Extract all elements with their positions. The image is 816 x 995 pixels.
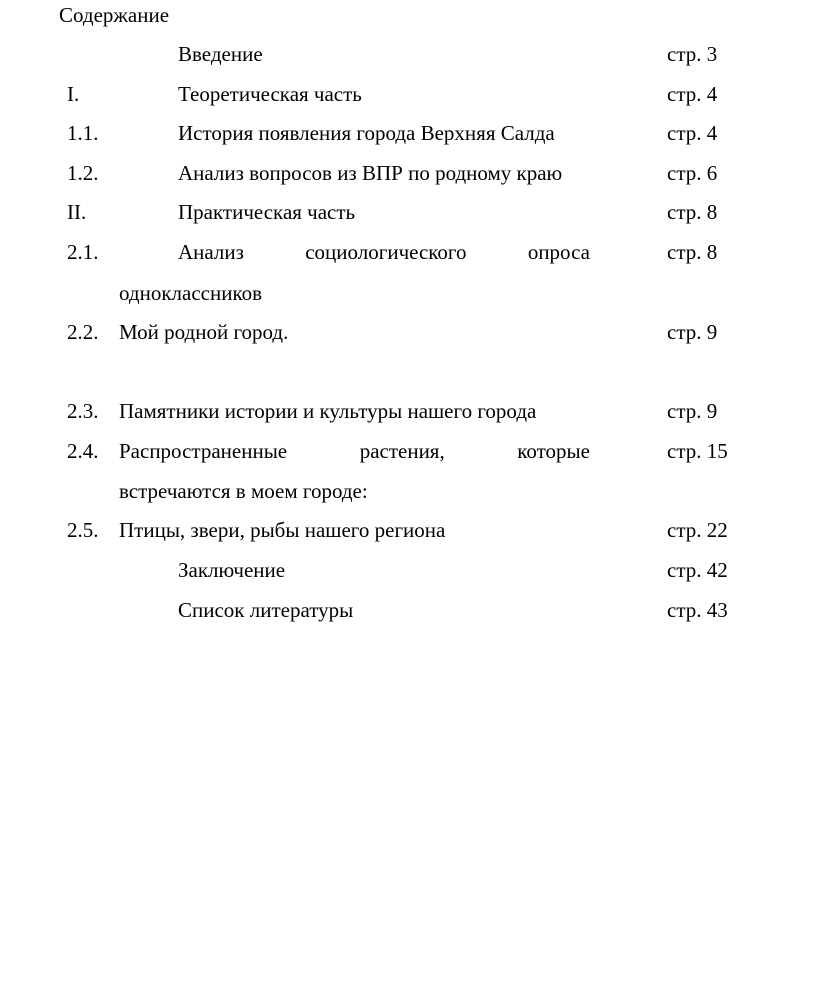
toc-section-2-2-number: 2.2. <box>67 320 99 344</box>
toc-section-2-5-title: Птицы, звери, рыбы нашего региона <box>119 518 446 542</box>
toc-section-1-1-title: История появления города Верхняя Салда <box>178 121 555 145</box>
toc-section-2-3-title: Памятники истории и культуры нашего города <box>119 399 537 423</box>
toc-section-1-page: стр. 4 <box>667 82 718 106</box>
toc-section-1-1-page: стр. 4 <box>667 121 718 145</box>
toc-section-2-page: стр. 8 <box>667 200 718 224</box>
toc-section-2-1-word: опроса <box>527 240 590 264</box>
toc-section-2-1-word: Анализ <box>178 240 244 264</box>
toc-section-2-1-page: стр. 8 <box>667 240 718 264</box>
toc-section-2-4-word: растения, <box>359 439 445 463</box>
toc-section-2-5-number: 2.5. <box>67 518 99 542</box>
toc-section-2-4-number: 2.4. <box>67 439 99 463</box>
toc-section-1-number: I. <box>67 82 80 106</box>
toc-section-1-1-number: 1.1. <box>67 121 99 145</box>
toc-references-page: стр. 43 <box>667 598 728 622</box>
toc-intro-page: стр. 3 <box>667 42 718 66</box>
toc-section-2-number: II. <box>67 200 87 224</box>
toc-references-title: Список литературы <box>178 598 354 622</box>
toc-section-2-1-title <box>178 240 590 264</box>
toc-section-2-title: Практическая часть <box>178 200 356 224</box>
toc-section-2-4-word: Распространенные <box>119 439 288 463</box>
toc-section-2-4-page: стр. 15 <box>667 439 728 463</box>
toc-section-2-5-page: стр. 22 <box>667 518 728 542</box>
toc-conclusion-title: Заключение <box>178 558 286 582</box>
toc-section-2-2-page: стр. 9 <box>667 320 718 344</box>
toc-section-2-1-word: социологического <box>305 240 467 264</box>
toc-section-1-2-number: 1.2. <box>67 161 99 185</box>
toc-section-1-2-title: Анализ вопросов из ВПР по родному краю <box>178 161 563 185</box>
toc-section-1-title: Теоретическая часть <box>178 82 362 106</box>
toc-section-2-2-title: Мой родной город. <box>119 320 289 344</box>
document-title: Содержание <box>59 3 170 27</box>
toc-section-2-4-continuation: встречаются в моем городе: <box>119 479 368 503</box>
toc-section-2-4-title <box>119 439 590 463</box>
toc-section-1-2-page: стр. 6 <box>667 161 718 185</box>
toc-conclusion-page: стр. 42 <box>667 558 728 582</box>
toc-section-2-1-number: 2.1. <box>67 240 99 264</box>
toc-section-2-3-page: стр. 9 <box>667 399 718 423</box>
toc-section-2-3-number: 2.3. <box>67 399 99 423</box>
toc-intro-title: Введение <box>178 42 263 66</box>
toc-section-2-1-continuation: одноклассников <box>119 281 262 305</box>
toc-section-2-4-word: которые <box>517 439 590 463</box>
